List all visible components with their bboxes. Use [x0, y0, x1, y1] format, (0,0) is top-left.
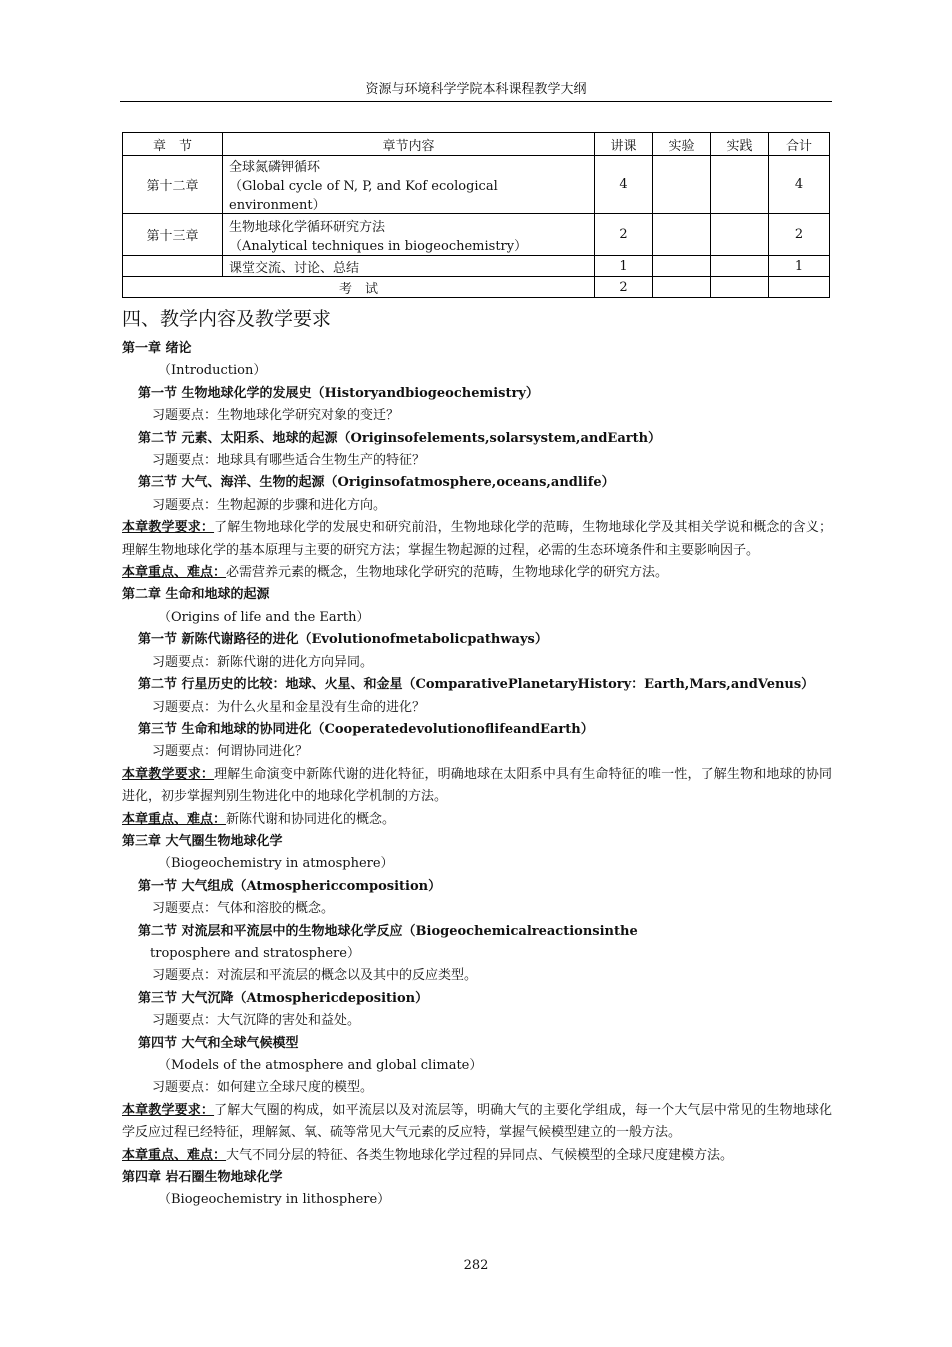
- requirements-label: 本章教学要求：: [122, 520, 215, 536]
- key-points-label: 本章重点、难点：: [122, 811, 227, 827]
- exercise-point: 习题要点：何谓协同进化？: [152, 744, 309, 760]
- section-heading: 第一节 大气组成（Atmosphericcomposition）: [138, 878, 442, 894]
- row-content-cn: 全球氮磷钾循环: [229, 160, 321, 175]
- requirements-text: 了解大气圈的构成，如平流层以及对流层等，明确大气的主要化学组成，每一个大气层中常见的生物地球化学反应过程已经特征，理解氮、氧、硫等常见大气元素的反应特，掌握气候模型建立的一般方法。: [122, 1102, 832, 1141]
- row-content-en: （Global cycle of N, P, and Kof ecological environment）: [229, 179, 498, 213]
- exam-practice: [711, 277, 769, 298]
- key-points: [122, 809, 832, 831]
- row-practice: [711, 256, 769, 277]
- row-content: [223, 156, 595, 214]
- section-heading: 第二节 对流层和平流层中的生物地球化学反应（Biogeochemicalreactionsinthe: [138, 923, 638, 939]
- header-divider: [120, 101, 832, 102]
- table-header-row: [123, 133, 830, 156]
- section-heading: 第二节 元素、太阳系、地球的起源（Originsofelements,solarsystem,andEarth）: [138, 430, 662, 446]
- teaching-requirements: [122, 1100, 832, 1145]
- exam-lab: [653, 277, 711, 298]
- table-row: [123, 156, 830, 214]
- section-heading: 第三节 大气、海洋、生物的起源（Originsofatmosphere,oceans,andlife）: [138, 475, 615, 491]
- col-header-chapter: 章 节: [123, 133, 223, 156]
- section-heading: 第二节 行星历史的比较：地球、火星、和金星（ComparativePlanetaryHistory：Earth,Mars,andVenus）: [138, 677, 815, 693]
- teaching-requirements: [122, 517, 832, 562]
- key-points-text: 必需营养元素的概念，生物地球化学研究的范畴，生物地球化学的研究方法。: [226, 565, 669, 581]
- row-practice: [711, 214, 769, 256]
- chapter-title: 第三章 大气圈生物地球化学: [122, 833, 283, 849]
- col-header-content: 章节内容: [223, 133, 595, 156]
- exam-label: 考 试: [123, 277, 595, 298]
- exam-row: [123, 277, 830, 298]
- key-points: [122, 1145, 832, 1167]
- requirements-text: 了解生物地球化学的发展史和研究前沿，生物地球化学的范畴，生物地球化学及其相关学说和概念的含义；理解生物地球化学的基本原理与主要的研究方法；掌握生物起源的过程，必需的生态环境条件和主要影响因子。: [122, 520, 832, 558]
- row-total: 4: [769, 156, 830, 214]
- row-practice: [711, 156, 769, 214]
- exercise-point: 习题要点：为什么火星和金星没有生命的进化？: [152, 699, 426, 715]
- row-chapter: [123, 256, 223, 277]
- row-chapter: 第十三章: [123, 214, 223, 256]
- chapter-english-title: （Origins of life and the Earth）: [158, 609, 370, 625]
- row-lecture: 1: [595, 256, 653, 277]
- exercise-point: 习题要点：如何建立全球尺度的模型。: [152, 1080, 374, 1096]
- chapter-title: 第四章 岩石圈生物地球化学: [122, 1170, 283, 1186]
- table-row: [123, 256, 830, 277]
- row-content-en: （Analytical techniques in biogeochemistry）: [229, 238, 528, 254]
- row-total: 2: [769, 214, 830, 256]
- col-header-lecture: 讲课: [595, 133, 653, 156]
- exercise-point: 习题要点：新陈代谢的进化方向异同。: [152, 654, 374, 670]
- col-header-practice: 实践: [711, 133, 769, 156]
- key-points: [122, 562, 832, 584]
- exercise-point: 习题要点：生物地球化学研究对象的变迁？: [152, 408, 400, 424]
- section-title: 四、教学内容及教学要求: [122, 308, 332, 330]
- row-total: 1: [769, 256, 830, 277]
- syllabus-content: [122, 304, 832, 1212]
- chapter-english-title: （Biogeochemistry in atmosphere）: [158, 856, 394, 872]
- row-lab: [653, 256, 711, 277]
- row-content-cn: 课堂交流、讨论、总结: [223, 256, 595, 277]
- row-chapter: 第十二章: [123, 156, 223, 214]
- section-heading: 第四节 大气和全球气候模型: [138, 1035, 299, 1051]
- hours-table: [122, 132, 830, 298]
- section-heading: 第三节 生命和地球的协同进化（CooperatedevolutionoflifeandEarth）: [138, 721, 594, 737]
- exercise-point: 习题要点：对流层和平流层的概念以及其中的反应类型。: [152, 968, 478, 984]
- page-header: 资源与环境科学学院本科课程教学大纲: [365, 82, 587, 97]
- chapter-english-title: （Introduction）: [158, 363, 267, 379]
- section-heading: 第一节 生物地球化学的发展史（Historyandbiogeochemistry）: [138, 385, 539, 401]
- section-heading-continued: troposphere and stratosphere）: [150, 945, 360, 961]
- exercise-point: 习题要点：地球具有哪些适合生物生产的特征？: [152, 453, 426, 469]
- col-header-lab: 实验: [653, 133, 711, 156]
- key-points-text: 新陈代谢和协同进化的概念。: [226, 811, 396, 827]
- exercise-point: 习题要点：生物起源的步骤和进化方向。: [152, 497, 387, 513]
- section-heading: 第一节 新陈代谢路径的进化（Evolutionofmetabolicpathways）: [138, 632, 548, 648]
- row-lecture: 2: [595, 214, 653, 256]
- row-content: [223, 214, 595, 256]
- teaching-requirements: [122, 764, 832, 809]
- exam-total: [769, 277, 830, 298]
- key-points-text: 大气不同分层的特征、各类生物地球化学过程的异同点、气候模型的全球尺度建模方法。: [226, 1147, 734, 1163]
- row-lecture: 4: [595, 156, 653, 214]
- row-lab: [653, 156, 711, 214]
- exercise-point: 习题要点：气体和溶胶的概念。: [152, 901, 335, 917]
- requirements-text: 理解生命演变中新陈代谢的进化特征，明确地球在太阳系中具有生命特征的唯一性，了解生物和地球的协同进化，初步掌握判别生物进化中的地球化学机制的方法。: [122, 766, 832, 805]
- exam-lecture: 2: [595, 277, 653, 298]
- section-heading: 第三节 大气沉降（Atmosphericdeposition）: [138, 990, 429, 1006]
- table-row: [123, 214, 830, 256]
- chapter-english-title: （Biogeochemistry in lithosphere）: [158, 1192, 391, 1208]
- section-english-title: （Models of the atmosphere and global climate）: [158, 1058, 483, 1073]
- chapter-title: 第一章 绪论: [122, 341, 192, 356]
- chapter-title: 第二章 生命和地球的起源: [122, 587, 270, 603]
- page-number: 282: [463, 1258, 489, 1273]
- key-points-label: 本章重点、难点：: [122, 565, 227, 581]
- row-lab: [653, 214, 711, 256]
- requirements-label: 本章教学要求：: [122, 1102, 215, 1118]
- exercise-point: 习题要点：大气沉降的害处和益处。: [152, 1013, 361, 1029]
- requirements-label: 本章教学要求：: [122, 766, 215, 782]
- key-points-label: 本章重点、难点：: [122, 1147, 227, 1163]
- row-content-cn: 生物地球化学循环研究方法: [229, 219, 386, 235]
- col-header-total: 合计: [769, 133, 830, 156]
